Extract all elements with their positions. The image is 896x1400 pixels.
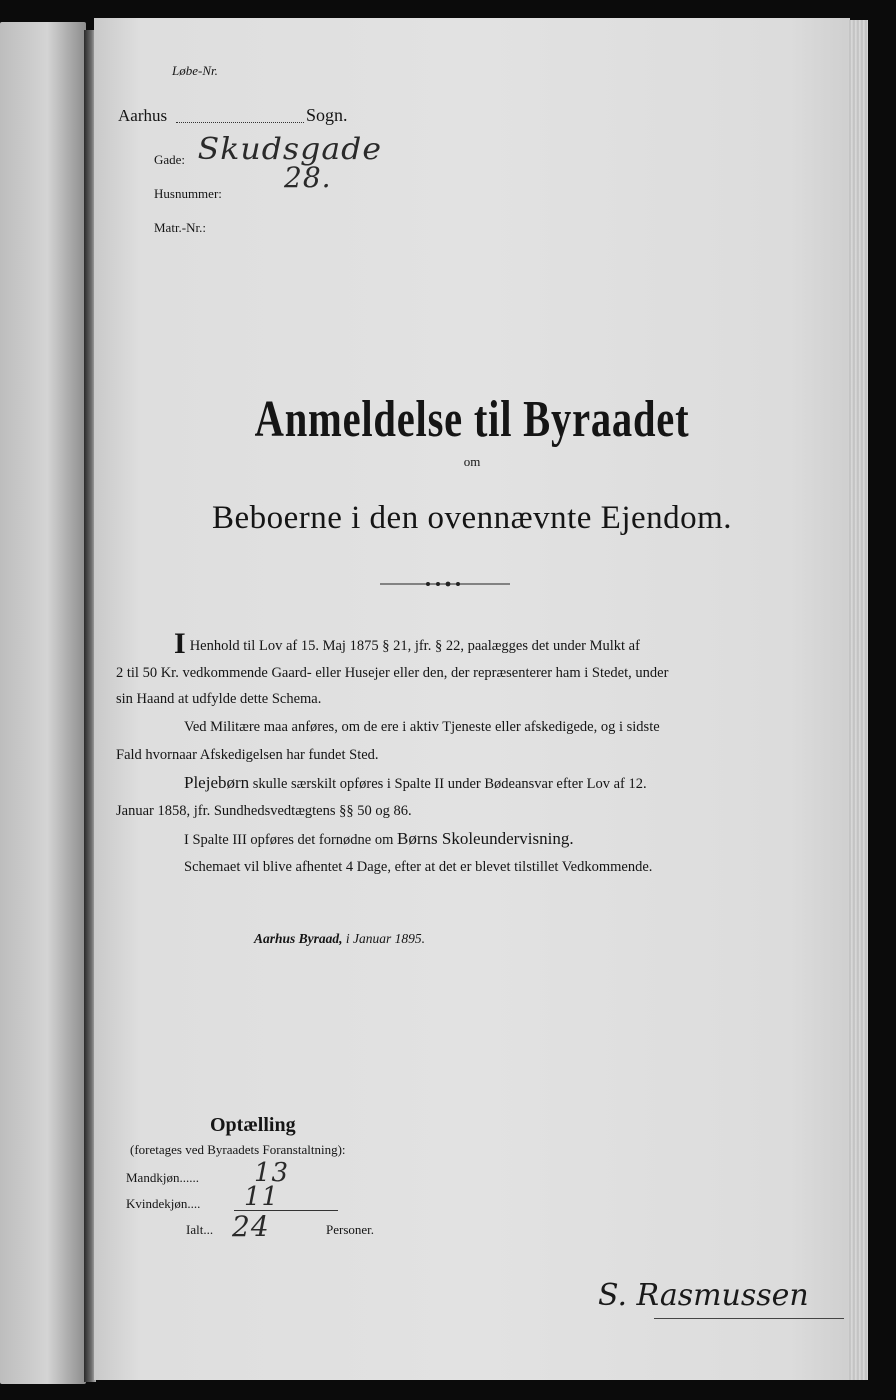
document-title: Anmeldelse til Byraadet bbox=[254, 391, 690, 448]
mandkjon-label: Mandkjøn...... bbox=[126, 1170, 199, 1185]
paragraph-3-line-1 bbox=[184, 770, 647, 797]
paragraph-1-line-2: 2 til 50 Kr. vedkommende Gaard- eller Husejer eller den, der repræsenterer ham i Stedet, under bbox=[116, 665, 669, 681]
gade-value: Skudsgade bbox=[197, 132, 383, 167]
facing-page bbox=[0, 22, 86, 1384]
signature: S. Rasmussen bbox=[598, 1278, 809, 1313]
paragraph-1-line-3: sin Haand at udfylde dette Schema. bbox=[116, 691, 322, 707]
dateline bbox=[254, 926, 425, 952]
kvindekjon-value: 11 bbox=[244, 1182, 280, 1212]
husnummer-value: 28. bbox=[284, 161, 332, 194]
paragraph-2-line-2: Fald hvornaar Afskedigelsen har fundet Sted. bbox=[116, 747, 379, 763]
boerns-skoleundervisning-bold: Børns Skoleundervisning. bbox=[397, 829, 574, 848]
paragraph-1-line-1 bbox=[174, 627, 640, 660]
count-heading: Optælling bbox=[210, 1114, 296, 1136]
document-page bbox=[94, 18, 850, 1380]
matr-nr-label: Matr.-Nr.: bbox=[154, 220, 206, 235]
loebe-nr-label: Løbe-Nr. bbox=[172, 63, 218, 78]
om-text: om bbox=[463, 454, 481, 469]
paragraph-3-line-2: Januar 1858, jfr. Sundhedsvedtægtens §§ 50 og 86. bbox=[116, 803, 412, 819]
personer-label: Personer. bbox=[326, 1222, 375, 1237]
p3-line1-rest: skulle særskilt opføres i Spalte II under Bødeansvar efter Lov af 12. bbox=[252, 776, 647, 792]
scan-border bbox=[868, 0, 896, 1400]
count-note: (foretages ved Byraadets Foranstaltning): bbox=[130, 1142, 346, 1157]
sogn-label: Sogn. bbox=[306, 105, 348, 125]
mandkjon-value: 13 bbox=[254, 1158, 290, 1188]
husnummer-label: Husnummer: bbox=[154, 186, 222, 201]
p4-pre: I Spalte III opføres det fornødne om bbox=[184, 832, 394, 848]
p1-line1-text: Henhold til Lov af 15. Maj 1875 § 21, jfr. § 22, paalægges det under Mulkt af bbox=[189, 638, 640, 654]
plejeborn-bold: Plejebørn bbox=[184, 773, 250, 792]
paragraph-4 bbox=[184, 826, 574, 853]
dateline-rest: i Januar 1895. bbox=[345, 931, 426, 946]
signature-underline bbox=[654, 1318, 844, 1319]
gade-label: Gade: bbox=[154, 152, 186, 167]
ialt-label: Ialt... bbox=[186, 1222, 214, 1237]
paragraph-5: Schemaet vil blive afhentet 4 Dage, efter at det er blevet tilstillet Vedkommende. bbox=[184, 859, 653, 875]
initial-letter: I bbox=[174, 627, 186, 660]
page-edges bbox=[848, 20, 868, 1380]
sogn-dotted-line bbox=[176, 122, 304, 123]
dateline-bold: Aarhus Byraad, bbox=[254, 931, 343, 946]
kvindekjon-label: Kvindekjøn.... bbox=[126, 1196, 201, 1211]
ialt-value: 24 bbox=[232, 1210, 270, 1243]
ornament-divider bbox=[380, 581, 510, 587]
city-label: Aarhus bbox=[118, 106, 168, 125]
paragraph-2-line-1: Ved Militære maa anføres, om de ere i aktiv Tjeneste eller afskedigede, og i sidste bbox=[184, 719, 660, 735]
document-subtitle: Beboerne i den ovennævnte Ejendom. bbox=[211, 500, 733, 536]
